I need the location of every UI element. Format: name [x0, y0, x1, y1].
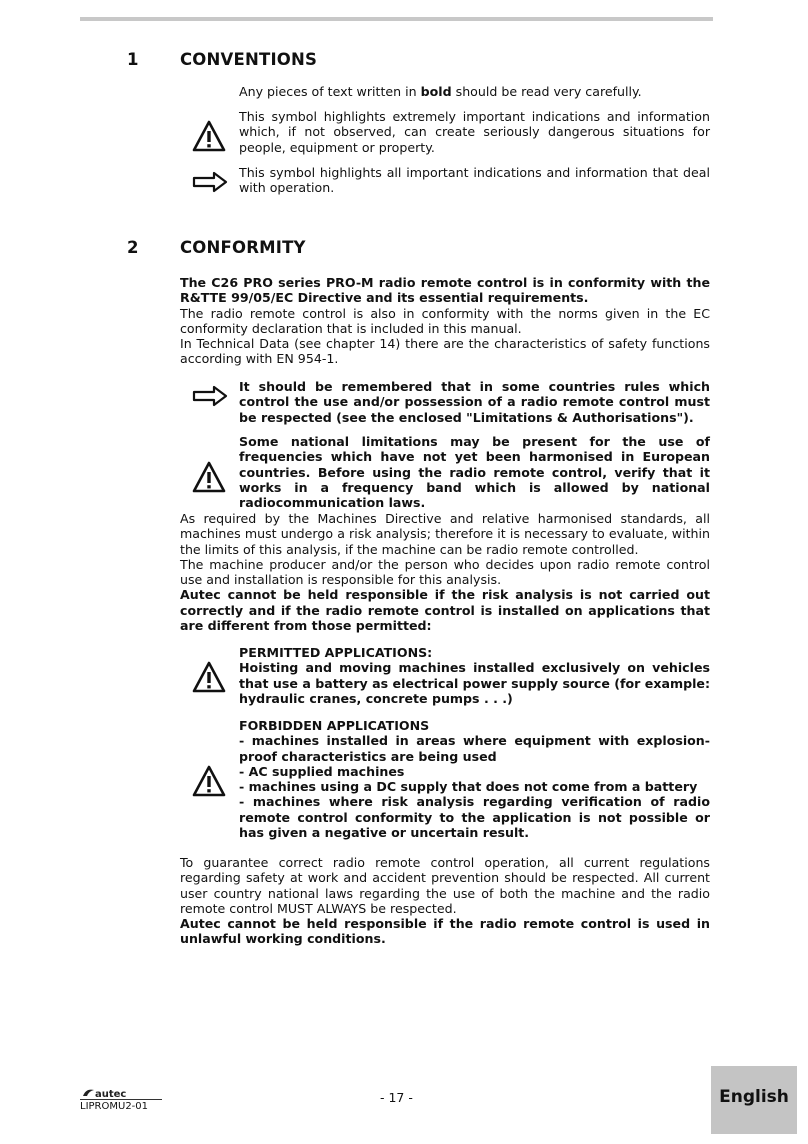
- list-item: - machines where risk analysis regarding verification of radio remote control conformity to the application is not possible or has given a negative or uncertain result.: [239, 794, 710, 841]
- section-1-title: CONVENTIONS: [180, 50, 318, 69]
- unlawful-disclaimer: Autec cannot be held responsible if the radio remote control is used in unlawful working conditions.: [180, 916, 710, 947]
- section-2-number: 2: [127, 238, 139, 257]
- risk-analysis-block: [180, 511, 710, 633]
- permitted-applications: [239, 645, 710, 706]
- section-1-number: 1: [127, 50, 139, 69]
- list-item: - AC supplied machines: [239, 763, 405, 779]
- top-rule: [80, 17, 713, 21]
- bold-convention-paragraph: Any pieces of text written in bold should be read very carefully.: [239, 84, 642, 99]
- responsibility-text: The machine producer and/or the person who decides upon radio remote control use and installation is responsible for this analysis.: [180, 556, 710, 588]
- technical-data-text: In Technical Data (see chapter 14) there are the characteristics of safety functions according with EN 954-1.: [180, 336, 710, 367]
- closing-block: [180, 855, 710, 947]
- warning-symbol-description: This symbol highlights extremely important indications and information which, if not observed, can create seriously dangerous situations for people, equipment or property.: [239, 109, 710, 155]
- permitted-title: PERMITTED APPLICATIONS:: [239, 645, 433, 660]
- document-code: LIPROMU2-01: [80, 1099, 162, 1113]
- forbidden-applications: [239, 718, 710, 840]
- ec-declaration-text: The radio remote control is also in conformity with the norms given in the EC conformity declaration that is included in this manual.: [180, 305, 710, 336]
- permitted-text: Hoisting and moving machines installed exclusively on vehicles that use a battery as electrical power supply source (for example: hydraulic cranes, concrete pumps . . .): [239, 660, 710, 706]
- arrow-symbol-description: This symbol highlights all important indications and information that deal with operation.: [239, 165, 710, 196]
- warning-triangle-icon: [192, 765, 226, 797]
- warning-triangle-icon: [192, 120, 226, 152]
- autec-logo: [82, 1087, 138, 1099]
- regulations-text: To guarantee correct radio remote control operation, all current regulations regarding safety at work and accident prevention should be respected. All current user country national laws regarding the use of both the machine and the radio remote control MUST ALWAYS be respected.: [180, 855, 710, 916]
- conformity-intro: [180, 275, 710, 367]
- country-rules-note: It should be remembered that in some countries rules which control the use and/or possession of a radio remote control must be respected (see the enclosed "Limitations & Authorisations").: [239, 379, 710, 425]
- conformity-statement: The C26 PRO series PRO-M radio remote control is in conformity with the R&TTE 99/05/EC Directive and its essential requirements.: [180, 275, 710, 306]
- frequency-limitations-note: Some national limitations may be present for the use of frequencies which have not yet been harmonised in European countries. Before using the radio remote control, verify that it works in a frequency band which is allowed by national radiocommunication laws.: [239, 434, 710, 511]
- list-item: - machines installed in areas where equipment with explosion-proof characteristics are being used: [239, 733, 710, 764]
- hollow-arrow-icon: [192, 385, 228, 407]
- language-label: English: [719, 1087, 789, 1107]
- autec-disclaimer: Autec cannot be held responsible if the risk analysis is not carried out correctly and if the radio remote control is installed on applications that are different from those permitted:: [180, 587, 710, 634]
- risk-analysis-text: As required by the Machines Directive and relative harmonised standards, all machines must undergo a risk analysis; therefore it is necessary to evaluate, within the limits of this analysis, if the machine can be radio remote controlled.: [180, 511, 710, 557]
- brand-text: autec: [95, 1089, 127, 1099]
- list-item: - machines using a DC supply that does not come from a battery: [239, 779, 698, 795]
- page-number: - 17 -: [380, 1090, 413, 1105]
- hollow-arrow-icon: [192, 171, 228, 193]
- warning-triangle-icon: [192, 661, 226, 693]
- forbidden-title: FORBIDDEN APPLICATIONS: [239, 718, 430, 733]
- section-2-title: CONFORMITY: [180, 238, 306, 257]
- warning-triangle-icon: [192, 461, 226, 493]
